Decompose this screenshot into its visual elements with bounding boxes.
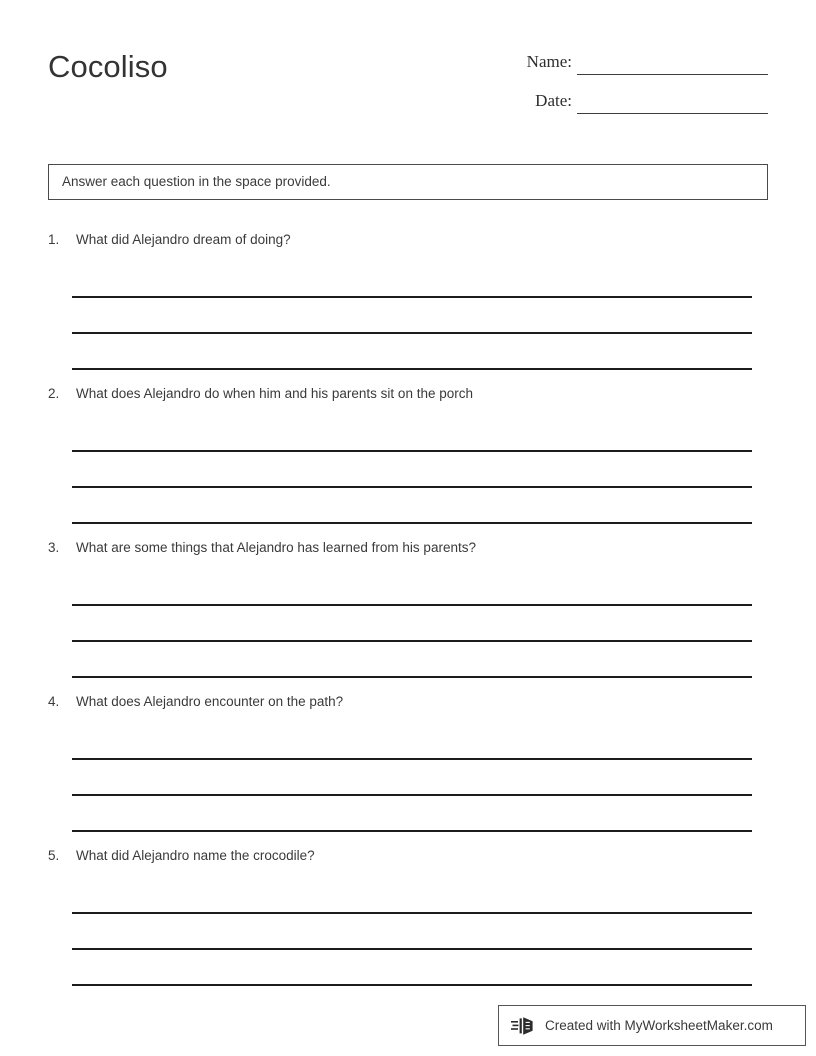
answer-line[interactable] — [72, 606, 752, 642]
question-text: What are some things that Alejandro has learned from his parents? — [76, 540, 476, 555]
answer-line[interactable] — [72, 760, 752, 796]
answer-lines — [72, 570, 752, 678]
instruction-box — [48, 164, 768, 200]
answer-line[interactable] — [72, 334, 752, 370]
question-item-1 — [0, 230, 816, 384]
question-text: What does Alejandro do when him and his parents sit on the porch — [76, 386, 473, 401]
answer-line[interactable] — [72, 262, 752, 298]
answer-line[interactable] — [72, 570, 752, 606]
answer-line[interactable] — [72, 416, 752, 452]
question-text: What did Alejandro dream of doing? — [76, 232, 291, 247]
answer-lines — [72, 416, 752, 524]
answer-lines — [72, 724, 752, 832]
worksheet-header — [0, 0, 816, 140]
answer-line[interactable] — [72, 724, 752, 760]
name-field-label: Name: — [526, 52, 572, 71]
name-date-fields — [512, 50, 768, 128]
question-heading — [48, 384, 768, 404]
name-field-input-line[interactable] — [577, 74, 768, 75]
answer-lines — [72, 262, 752, 370]
name-field-row — [512, 50, 768, 89]
question-heading — [48, 230, 768, 250]
answer-line[interactable] — [72, 796, 752, 832]
question-number: 3. — [48, 540, 60, 555]
question-number: 2. — [48, 386, 60, 401]
date-field-input-line[interactable] — [577, 113, 768, 114]
question-heading — [48, 846, 768, 866]
answer-line[interactable] — [72, 950, 752, 986]
answer-line[interactable] — [72, 298, 752, 334]
date-field-label: Date: — [535, 91, 572, 110]
question-heading — [48, 538, 768, 558]
answer-line[interactable] — [72, 452, 752, 488]
answer-line[interactable] — [72, 488, 752, 524]
answer-line[interactable] — [72, 642, 752, 678]
question-number: 5. — [48, 848, 60, 863]
question-text: What does Alejandro encounter on the path? — [76, 694, 344, 709]
instruction-text: Answer each question in the space provided. — [62, 174, 331, 189]
question-number: 1. — [48, 232, 60, 247]
worksheet-maker-badge[interactable] — [498, 1005, 806, 1046]
question-item-4 — [0, 692, 816, 846]
answer-line[interactable] — [72, 878, 752, 914]
answer-lines — [72, 878, 752, 986]
answer-line[interactable] — [72, 914, 752, 950]
question-item-2 — [0, 384, 816, 538]
question-text: What did Alejandro name the crocodile? — [76, 848, 315, 863]
question-item-5 — [0, 846, 816, 1000]
page-title: Cocoliso — [48, 49, 168, 84]
question-item-3 — [0, 538, 816, 692]
question-heading — [48, 692, 768, 712]
question-number: 4. — [48, 694, 60, 709]
worksheet-maker-badge-text: Created with MyWorksheetMaker.com — [545, 1017, 773, 1033]
date-field-row — [512, 89, 768, 128]
questions-list — [0, 230, 816, 1000]
worksheet-maker-logo-icon — [511, 1015, 537, 1037]
